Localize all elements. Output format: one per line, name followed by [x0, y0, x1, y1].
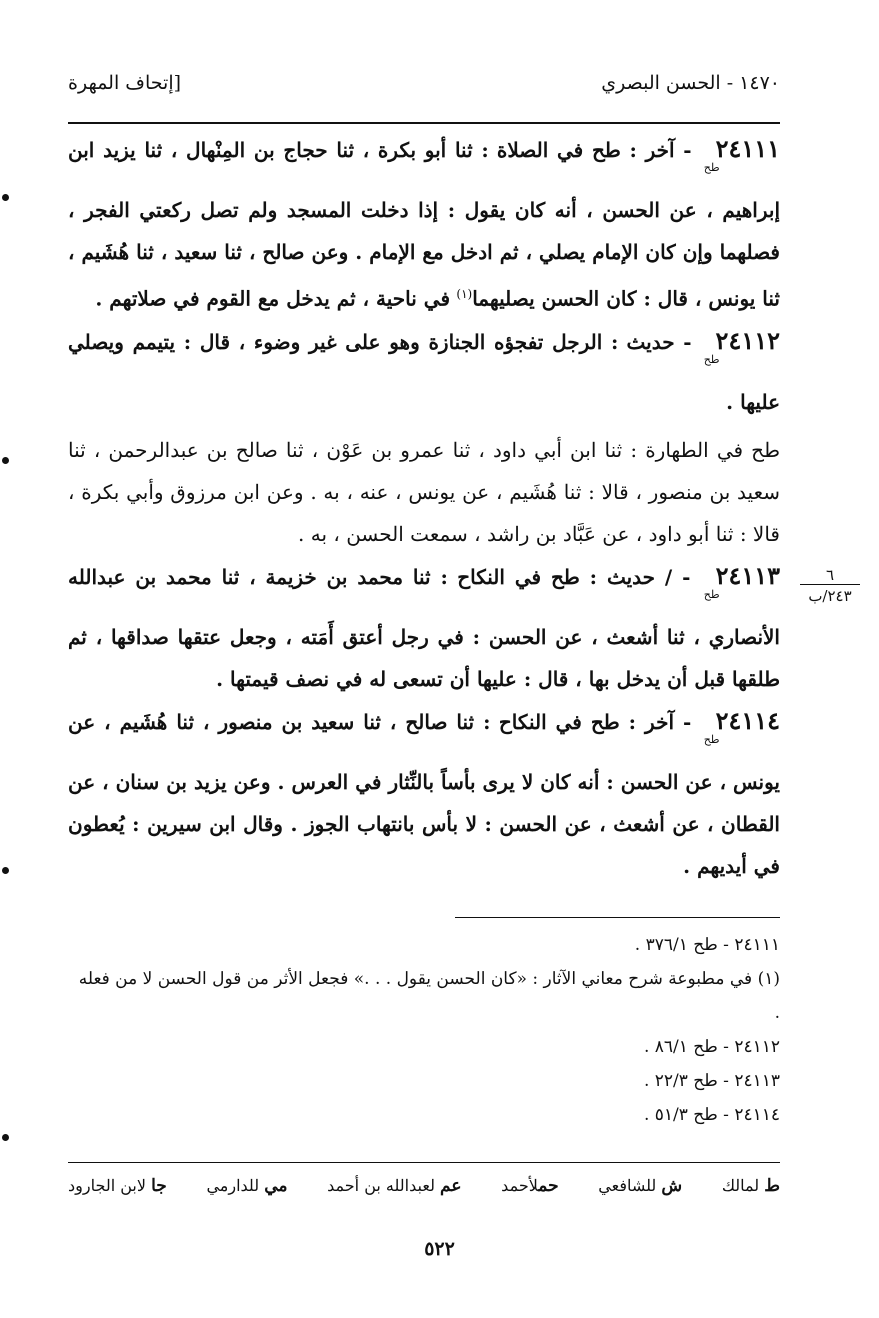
entry-text: : ثنا أبو بكرة ، ثنا حجاج بن المِنْهال ، ثنا يزيد ابن إبراهيم ، عن الحسن ، أنه كان يقول : إذا دخلت المسجد ولم تصل ركعتي الفجر ، فصلهما وإن كان الإمام يصلي ، ثم ادخل مع الإمام . وعن صالح ، ثنا سعيد ، ثنا هُشَيم ، ثنا يونس ، قال : كان الحسن يصليهما [68, 138, 780, 311]
entry-number: ٢٤١١٢ [715, 325, 780, 355]
footnote-rule [455, 917, 780, 918]
margin-dot [2, 1134, 9, 1141]
abbreviation-rule [68, 1162, 780, 1163]
margin-dot [2, 867, 9, 874]
footnote-item: ٢٤١١٢ - طح ٨٦/١ . [643, 1037, 780, 1057]
siglum-mark: طح [703, 587, 720, 601]
margin-line-number: ٦ [825, 566, 835, 584]
footnotes [68, 928, 780, 1132]
entry-24111: ٢٤١١١طح - آخر : طح في الصلاة : ثنا أبو بكرة ، ثنا حجاج بن المِنْهال ، ثنا يزيد ابن إبراهيم ، عن الحسن ، أنه كان يقول : إذا دخلت المسجد ولم تصل ركعتي الفجر ، فصلهما وإن كان الإمام يصلي ، ثم ادخل مع الإمام . وعن صالح ، ثنا سعيد ، ثنا هُشَيم ، ثنا يونس ، قال : كان الحسن يصليهما$^{(١)}$ في ناحية ، ثم يدخل مع القوم في صلاتهم . [68, 134, 781, 311]
entry-number: ٢٤١١٣ [715, 560, 781, 590]
entry-lead: طح في النكاح [457, 564, 580, 589]
abbreviation-key [68, 1176, 780, 1196]
footnote-item: ٢٤١١١ - طح ٣٧٦/١ . [634, 935, 780, 955]
entry-label: / حديث [606, 564, 673, 589]
running-header [68, 72, 780, 106]
entry-text: : الرجل تفجؤه الجنازة وهو على غير وضوء ، قال : يتيمم ويصلي عليها . [68, 329, 780, 414]
entry-label: آخر [645, 138, 675, 162]
main-text [68, 128, 780, 887]
abbreviation-item: حملأحمد [501, 1176, 559, 1196]
abbreviation-item: ط لمالك [721, 1176, 780, 1196]
footnote-marker[interactable]: (١) [456, 287, 473, 301]
siglum-mark: طح [703, 352, 720, 366]
entry-24114: ٢٤١١٤طح - آخر : طح في النكاح : ثنا صالح ، ثنا سعيد بن منصور ، ثنا هُشَيم ، عن يونس ، عن الحسن : أنه كان لا يرى بأساً بالنِّثار في العرس . وعن يزيد بن سنان ، عن القطان ، عن أشعث ، عن الحسن : لا بأس بانتهاب الجوز . وقال ابن سيرين : يُعطون في أيديهم . [68, 705, 781, 878]
entry-lead: طح في الصلاة [496, 138, 621, 162]
footnote-item: (١) في مطبوعة شرح معاني الآثار : «كان الحسن يقول . . .» فجعل الأثر من قول الحسن لا من فعله . [78, 969, 780, 1023]
entry-text-continued: في ناحية ، ثم يدخل مع القوم في صلاتهم . [95, 286, 451, 311]
entry-number: ٢٤١١١ [715, 134, 781, 163]
entry-lead: طح في النكاح [498, 709, 620, 734]
entry-24113: ٢٤١١٣طح - / حديث : طح في النكاح : ثنا محمد بن خزيمة ، ثنا محمد بن عبدالله الأنصاري ، ثنا أشعث ، عن الحسن : في رجل أعتق أَمَته ، وجعل عتقها صداقها ، ثم طلقها قبل أن يدخل بها ، قال : عليها أن تسعى له في نصف قيمتها . [68, 560, 781, 691]
margin-dot [2, 457, 9, 464]
manuscript-folio: ٢٤٣/ب [800, 584, 860, 605]
abbreviation-item: جا لابن الجارود [68, 1176, 167, 1196]
footnote-item: ٢٤١١٣ - طح ٢٢/٣ . [643, 1071, 780, 1091]
margin-note [800, 566, 860, 605]
entry-24112: ٢٤١١٢طح - حديث : الرجل تفجؤه الجنازة وهو على غير وضوء ، قال : يتيمم ويصلي عليها . [68, 325, 780, 414]
abbreviation-item: عم لعبدالله بن أحمد [327, 1176, 462, 1196]
section-title: ١٤٧٠ - الحسن البصري [601, 72, 780, 94]
siglum-mark: طح [703, 161, 720, 174]
entry-text: : ثنا محمد بن خزيمة ، ثنا محمد بن عبدالله الأنصاري ، ثنا أشعث ، عن الحسن : في رجل أعتق أَمَته ، وجعل عتقها صداقها ، ثم طلقها قبل أن يدخل بها ، قال : عليها أن تسعى له في نصف قيمتها . [68, 564, 780, 691]
entry-text: : ثنا صالح ، ثنا سعيد بن منصور ، ثنا هُشَيم ، عن يونس ، عن الحسن : أنه كان لا يرى بأساً بالنِّثار في العرس . وعن يزيد بن سنان ، عن القطان ، عن أشعث ، عن الحسن : لا بأس بانتهاب الجوز . وقال ابن سيرين : يُعطون في أيديهم . [68, 709, 780, 878]
margin-dot [2, 194, 9, 201]
footnote-item: ٢٤١١٤ - طح ٥١/٣ . [643, 1105, 780, 1125]
abbreviation-item: مي للدارمي [206, 1176, 288, 1196]
page-number: ٥٢٢ [424, 1238, 455, 1260]
entry-label: حديث [626, 329, 675, 354]
entry-number: ٢٤١١٤ [715, 705, 781, 735]
entry-label: آخر [645, 709, 675, 734]
entry-24112-sources: طح في الطهارة : ثنا ابن أبي داود ، ثنا عمرو بن عَوْن ، ثنا صالح بن عبدالرحمن ، ثنا سعيد بن منصور ، قالا : ثنا هُشَيم ، عن يونس ، عنه ، به . وعن ابن مرزوق وأبي بكرة ، قالا : ثنا أبو داود ، عن عَبَّاد بن راشد ، سمعت الحسن ، به . [68, 437, 780, 546]
header-rule [68, 122, 780, 124]
siglum-mark: طح [703, 732, 720, 746]
book-title: [إتحاف المهرة [68, 72, 182, 94]
abbreviation-item: ش للشافعي [598, 1176, 683, 1196]
